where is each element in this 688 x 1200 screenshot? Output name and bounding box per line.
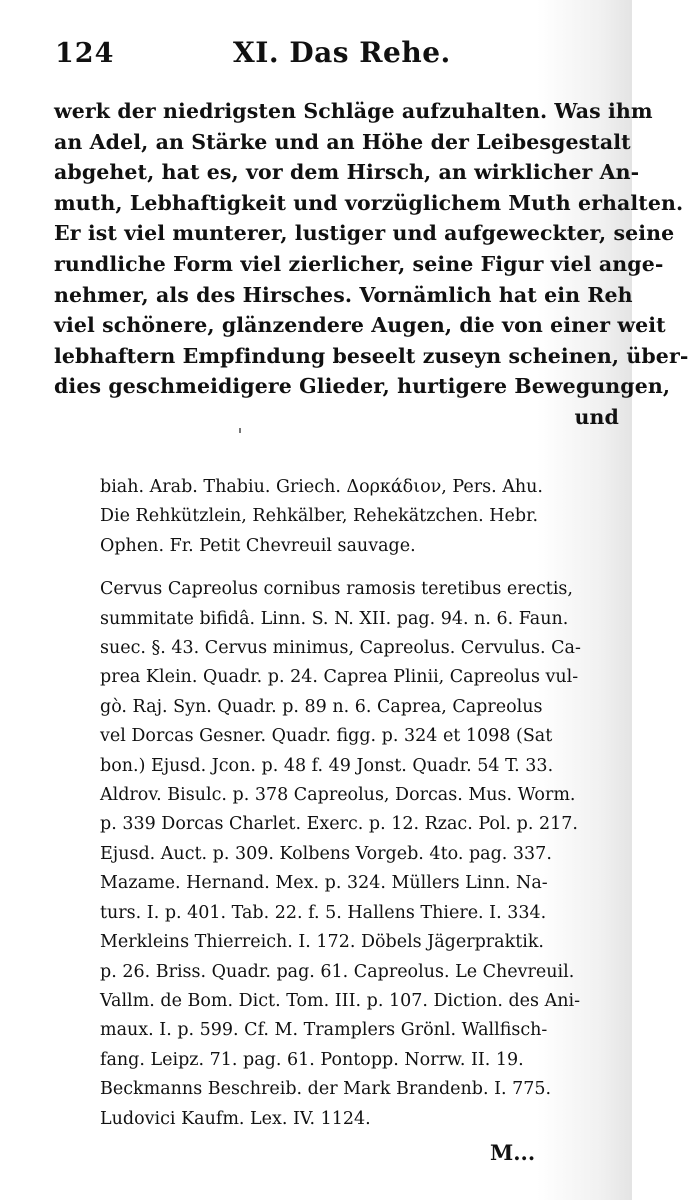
page-number: 124 [55,38,115,69]
footnote-block [100,473,622,1134]
footnote-reference-line: Mazame. Hernand. Mex. p. 324. Müllers Linn. Na- [100,873,548,894]
main-text-line: dies geschmeidigere Glieder, hurtigere Bewegungen, [54,374,671,399]
main-text-line: rundliche Form viel zierlicher, seine Figur viel ange- [54,251,664,276]
footnote-synonym-line: Ophen. Fr. Petit Chevreuil sauvage. [100,535,416,556]
footnote-synonym-line: biah. Arab. Thabiu. Griech. Δορκάδιον, Pers. Ahu. [100,477,543,497]
footnote-reference-line: Vallm. de Bom. Dict. Tom. III. p. 107. Diction. des Ani- [100,990,581,1011]
footnote-reference-line: fang. Leipz. 71. pag. 61. Pontopp. Norrw. II. 19. [100,1049,524,1070]
footnote-reference-line: Ludovici Kaufm. Lex. IV. 1124. [100,1108,371,1129]
footnote-reference-line: Ejusd. Auct. p. 309. Kolbens Vorgeb. 4to. pag. 337. [100,843,552,864]
footnote-reference-line: p. 339 Dorcas Charlet. Exerc. p. 12. Rzac. Pol. p. 217. [100,814,578,835]
main-text-line: nehmer, als des Hirsches. Vornämlich hat ein Reh [54,282,633,307]
main-text-last-word: und [574,404,619,429]
footnote-reference-line: gò. Raj. Syn. Quadr. p. 89 n. 6. Caprea, Capreolus [100,696,543,717]
footnote-reference-line: p. 26. Briss. Quadr. pag. 61. Capreolus. Le Chevreuil. [100,961,575,982]
footnote-reference-line: maux. I. p. 599. Cf. M. Tramplers Grönl. Wallfisch- [100,1020,548,1041]
footnote-reference-line: vel Dorcas Gesner. Quadr. figg. p. 324 et 1098 (Sat [100,726,553,747]
main-text-line: lebhaftern Empfindung beseelt zuseyn scheinen, über- [54,343,688,368]
footnote-reference-line: bon.) Ejusd. Jcon. p. 48 f. 49 Jonst. Quadr. 54 T. 33. [100,755,554,776]
catchword: M... [490,1140,536,1165]
footnote-gap [100,561,622,575]
print-speck [239,428,241,433]
footnote-reference-line: Aldrov. Bisulc. p. 378 Capreolus, Dorcas. Mus. Worm. [100,785,576,806]
footnote-reference-line: Cervus Capreolus cornibus ramosis teretibus erectis, [100,579,573,600]
footnote-reference-line: suec. §. 43. Cervus minimus, Capreolus. Cervulus. Ca- [100,638,581,659]
main-text-line: werk der niedrigsten Schläge aufzuhalten. Was ihm [54,99,653,123]
footnote-reference-line: prea Klein. Quadr. p. 24. Caprea Plinii, Capreolus vul- [100,667,579,688]
main-text-line: viel schönere, glänzendere Augen, die von einer weit [54,313,666,338]
main-text-line: abgehet, hat es, vor dem Hirsch, an wirklicher An- [54,160,640,185]
footnote-reference-line: Merkleins Thierreich. I. 172. Döbels Jägerpraktik. [100,932,544,953]
footnote-synonym-line: Die Rehkützlein, Rehkälber, Rehekätzchen. Hebr. [100,506,539,527]
main-text-line: Er ist viel munterer, lustiger und aufgeweckter, seine [54,221,675,246]
footnote-reference-line: summitate bifidâ. Linn. S. N. XII. pag. 94. n. 6. Faun. [100,608,569,629]
footnote-reference-line: turs. I. p. 401. Tab. 22. f. 5. Hallens Thiere. I. 334. [100,902,547,923]
main-text-block [54,96,688,433]
running-title: XI. Das Rehe. [233,36,451,69]
main-text-line: an Adel, an Stärke und an Höhe der Leibesgestalt [54,129,631,154]
page-header [55,34,615,74]
main-text-line: muth, Lebhaftigkeit und vorzüglichem Muth erhalten. [54,190,684,215]
footnote-reference-line: Beckmanns Beschreib. der Mark Brandenb. I. 775. [100,1079,552,1100]
